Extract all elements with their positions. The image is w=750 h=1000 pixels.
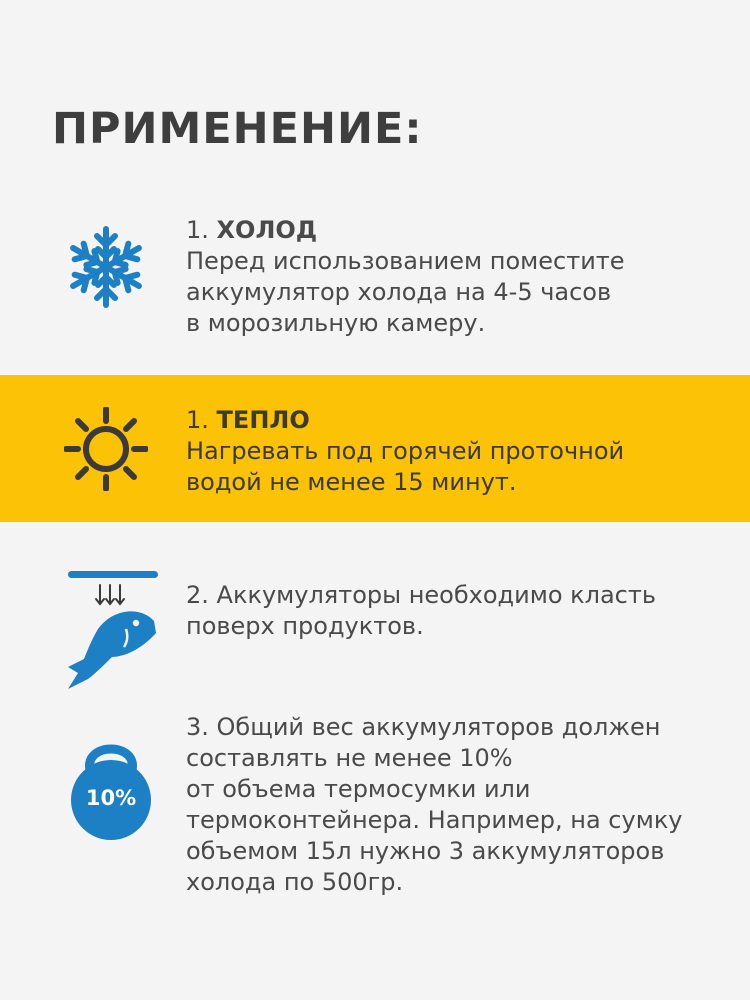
section-weight-text [186,712,683,898]
section-weight [0,710,750,910]
snowflake-icon [66,225,146,313]
text-line: водой не менее 15 минут. [186,468,517,496]
text-line: Перед использованием поместите [186,247,625,275]
sun-icon [64,407,148,495]
section-cold [0,205,750,365]
text-line: от объема термосумки или [186,775,531,803]
fish-under-cooling-icon [62,563,162,707]
text-line: термоконтейнера. Например, на сумку [186,806,683,834]
section-placement [0,555,750,705]
section-heading [186,405,624,436]
kettlebell-badge: 10% [85,786,137,810]
section-warm [0,375,750,522]
heading-number: 1. [186,406,209,434]
heading-number: 1. [186,216,209,244]
text-line: холода по 500гр. [186,868,404,896]
heading-word: ХОЛОД [216,216,318,244]
text-line: поверх продуктов. [186,612,424,640]
section-warm-text [186,405,624,498]
section-placement-text [186,580,656,642]
section-cold-text [186,215,625,339]
page-title: ПРИМЕНЕНИЕ: [52,104,423,154]
text-line: в морозильную камеру. [186,309,486,337]
text-line: 3. Общий вес аккумуляторов должен [186,713,661,741]
text-line: составлять не менее 10% [186,744,513,772]
text-line: 2. Аккумуляторы необходимо класть [186,581,657,609]
text-line: объемом 15л нужно 3 аккумуляторов [186,837,665,865]
section-heading [186,215,625,246]
text-line: Нагревать под горячей проточной [186,437,625,465]
heading-word: ТЕПЛО [216,406,310,434]
text-line: аккумулятор холода на 4-5 часов [186,278,612,306]
kettlebell-icon [68,730,154,842]
